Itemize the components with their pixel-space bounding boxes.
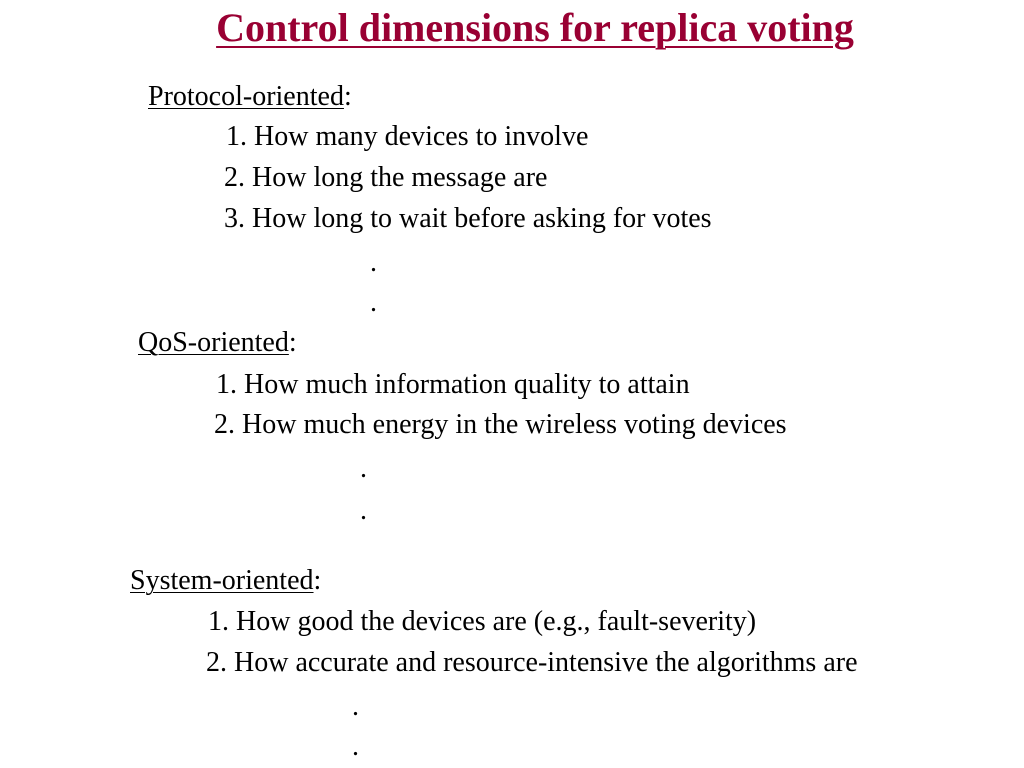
section-heading-protocol-label: Protocol-oriented [148,81,344,112]
qos-item-2: 2. How much energy in the wireless voting devices [214,409,787,440]
slide-title: Control dimensions for replica voting [216,5,854,50]
protocol-item-1: 1. How many devices to involve [226,121,589,152]
section-heading-colon: : [343,81,352,112]
system-item-1: 1. How good the devices are (e.g., fault-severity) [208,606,757,637]
protocol-ellipsis-1: . [370,247,377,278]
qos-ellipsis-2: . [360,495,367,526]
section-heading-qos-label: QoS-oriented [138,327,289,358]
protocol-item-3: 3. How long to wait before asking for votes [224,203,712,234]
section-heading-system [130,564,321,598]
section-heading-protocol [148,80,352,114]
system-ellipsis-1: . [352,691,359,722]
protocol-item-2: 2. How long the message are [224,162,548,193]
qos-item-1: 1. How much information quality to attain [216,369,690,400]
protocol-ellipsis-2: . [370,287,377,318]
qos-ellipsis-1: . [360,453,367,484]
section-heading-system-label: System-oriented [130,565,314,596]
section-heading-qos [138,326,297,360]
section-heading-colon: : [288,327,297,358]
section-heading-colon: : [313,565,322,596]
system-item-2: 2. How accurate and resource-intensive the algorithms are [206,647,858,678]
system-ellipsis-2: . [352,731,359,762]
